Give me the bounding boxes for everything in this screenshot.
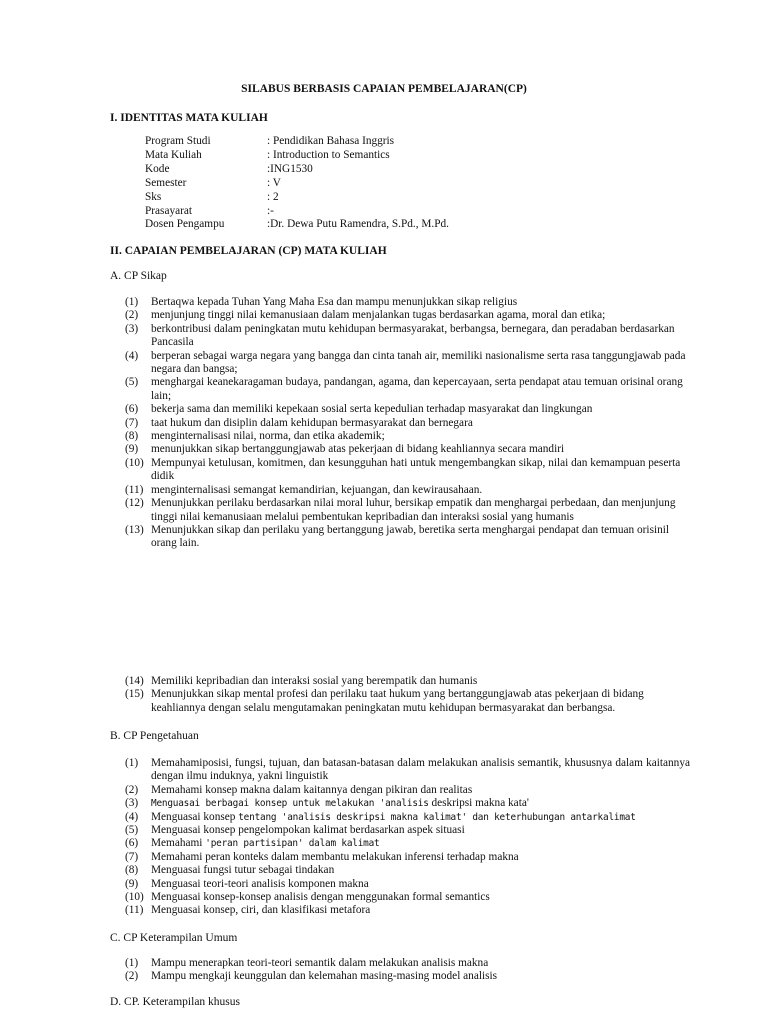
item-number: (3) (125, 797, 139, 810)
list-item (125, 443, 690, 456)
list-item (125, 811, 690, 824)
cp-sikap-list-continued (125, 675, 690, 715)
identity-value: :ING1530 (267, 162, 313, 175)
item-number: (8) (125, 864, 139, 877)
item-text-part: Menguasai fungsi tutur sebagai tindakan (151, 864, 335, 877)
identity-label: Sks (145, 190, 162, 203)
item-text-part: Memahami peran konteks dalam membantu melakukan inferensi terhadap makna (151, 850, 519, 863)
item-text-annotated: tentang 'analisis deskripsi makna kalimat' dan keterhubungan antarkalimat (238, 811, 636, 823)
item-number: (6) (125, 403, 139, 416)
item-text (151, 837, 690, 850)
identity-label: Semester (145, 176, 187, 189)
item-text-part: deskripsi makna kata' (428, 797, 529, 810)
item-text: berkontribusi dalam peningkatan mutu kehidupan bermasyarakat, berbangsa, bernegara, dan peradaban berdasarkan Pancasila (151, 322, 675, 349)
list-item (125, 309, 690, 322)
item-text (151, 797, 690, 810)
item-number: (15) (125, 688, 144, 701)
item-text: menghargai keanekaragaman budaya, pandangan, agama, dan kepercayaan, serta pendapat atau temuan orisinal orang lain; (151, 376, 683, 402)
item-text (151, 878, 690, 891)
item-text (151, 784, 690, 797)
identity-row (145, 205, 449, 219)
identity-row (145, 218, 449, 232)
list-item (125, 484, 690, 497)
item-text-part: Menguasai konsep-konsep analisis dengan menggunakan formal semantics (151, 891, 490, 904)
identity-table (145, 135, 449, 232)
list-item (125, 784, 690, 797)
item-number: (1) (125, 957, 139, 969)
list-item (125, 688, 690, 715)
identity-value: : Pendidikan Bahasa Inggris (267, 135, 395, 147)
item-text: Mampu menerapkan teori-teori semantik dalam melakukan analisis makna (151, 957, 489, 969)
item-number: (13) (125, 523, 144, 536)
identity-row (145, 191, 449, 205)
item-text (151, 851, 690, 864)
identity-row (145, 149, 449, 163)
identity-label: Dosen Pengampu (145, 218, 225, 231)
item-number: (8) (125, 430, 139, 443)
item-text (151, 757, 690, 784)
cp-keterampilan-khusus-heading: D. CP. Keterampilan khusus (110, 996, 241, 1008)
item-number: (9) (125, 877, 139, 890)
item-number: (10) (125, 456, 144, 469)
cp-sikap-heading: A. CP Sikap (110, 270, 167, 282)
list-item (125, 675, 690, 688)
item-text (151, 811, 690, 824)
list-item (125, 970, 690, 983)
list-item (125, 457, 690, 484)
identity-row (145, 135, 449, 149)
item-number: (5) (125, 376, 139, 389)
item-text-part: Memahami konsep makna dalam kaitannya dengan pikiran dan realitas (151, 783, 473, 796)
list-item (125, 757, 690, 784)
item-text: Menunjukkan perilaku berdasarkan nilai moral luhur, bersikap empatik dan menghargai perbedaan, dan menjunjung tinggi nilai kemanusiaan melalui pembentukan kepribadian dan interaksi sosial yang humanis (151, 497, 676, 523)
item-number: (11) (125, 483, 144, 496)
item-text-annotated: Menguasai berbagai konsep untuk melakukan 'analisis (151, 798, 429, 810)
list-item (125, 837, 690, 850)
cp-sikap-list (125, 296, 690, 551)
identity-value: : Introduction to Semantics (267, 148, 390, 161)
item-text-part: Menguasai konsep pengelompokan kalimat berdasarkan aspek situasi (151, 824, 465, 837)
item-number: (7) (125, 850, 139, 863)
section-identitas-heading: I. IDENTITAS MATA KULIAH (110, 112, 268, 124)
item-number: (9) (125, 443, 139, 456)
identity-label: Program Studi (145, 135, 211, 147)
item-text: bekerja sama dan memiliki kepekaan sosial serta kepedulian terhadap masyarakat dan lingkungan (151, 403, 593, 416)
item-text-part: Menguasai konsep (151, 810, 239, 823)
item-text-part: Memahamiposisi, fungsi, tujuan, dan batasan-batasan dalam melakukan analisis semantik, khususnya dalam kaitannya dengan ilmu induknya, yakni linguistik (151, 757, 690, 783)
item-text: Mampu mengkaji keunggulan dan kelemahan masing-masing model analisis (151, 970, 498, 983)
item-text: Bertaqwa kepada Tuhan Yang Maha Esa dan mampu menunjukkan sikap religius (151, 296, 518, 308)
item-text: Mempunyai ketulusan, komitmen, dan kesungguhan hati untuk mengembangkan sikap, nilai dan kemampuan peserta didik (151, 456, 681, 483)
item-text (151, 824, 690, 837)
list-item (125, 524, 690, 551)
item-number: (3) (125, 322, 139, 335)
identity-value: :Dr. Dewa Putu Ramendra, S.Pd., M.Pd. (267, 218, 450, 231)
list-item (125, 904, 690, 917)
item-text (151, 891, 690, 904)
item-text (151, 904, 690, 917)
item-text-part: Memahami (151, 837, 206, 850)
item-number: (5) (125, 824, 139, 837)
item-text: menginternalisasi nilai, norma, dan etika akademik; (151, 430, 385, 443)
item-text-part: Menguasai konsep, ciri, dan klasifikasi metafora (151, 904, 371, 917)
item-text (151, 864, 690, 877)
item-number: (2) (125, 970, 139, 983)
item-text: menginternalisasi semangat kemandirian, kejuangan, dan kewirausahaan. (151, 483, 483, 496)
identity-value: : 2 (267, 190, 279, 203)
document-title: SILABUS BERBASIS CAPAIAN PEMBELAJARAN(CP) (241, 83, 527, 95)
item-number: (7) (125, 416, 139, 429)
item-number: (11) (125, 904, 144, 917)
item-number: (2) (125, 309, 139, 322)
item-text-annotated: 'peran partisipan' dalam kalimat (205, 838, 380, 850)
list-item (125, 296, 690, 309)
cp-pengetahuan-heading: B. CP Pengetahuan (110, 730, 199, 742)
item-text: berperan sebagai warga negara yang bangga dan cinta tanah air, memiliki nasionalisme serta rasa tanggungjawab pada negara dan bangsa; (151, 349, 686, 376)
list-item (125, 797, 690, 810)
identity-row (145, 163, 449, 177)
item-number: (1) (125, 757, 139, 769)
list-item (125, 878, 690, 891)
list-item (125, 376, 690, 403)
cp-keterampilan-umum-heading: C. CP Keterampilan Umum (110, 932, 238, 944)
list-item (125, 864, 690, 877)
item-number: (4) (125, 810, 139, 823)
list-item (125, 403, 690, 416)
identity-row (145, 177, 449, 191)
identity-value: : V (267, 176, 281, 189)
list-item (125, 350, 690, 377)
item-number: (6) (125, 837, 139, 850)
list-item (125, 430, 690, 443)
item-text: taat hukum dan disiplin dalam kehidupan bermasyarakat dan bernegara (151, 416, 473, 429)
item-number: (1) (125, 296, 139, 308)
identity-value: :- (267, 204, 274, 217)
item-text: menunjukkan sikap bertanggungjawab atas pekerjaan di bidang keahliannya secara mandiri (151, 443, 565, 456)
list-item (125, 824, 690, 837)
identity-label: Kode (145, 162, 170, 175)
item-text: Memiliki kepribadian dan interaksi sosial yang berempatik dan humanis (151, 675, 478, 687)
list-item (125, 891, 690, 904)
list-item (125, 417, 690, 430)
item-number: (2) (125, 783, 139, 796)
list-item (125, 851, 690, 864)
item-text: menjunjung tinggi nilai kemanusiaan dalam menjalankan tugas berdasarkan agama, moral dan etika; (151, 309, 606, 322)
list-item (125, 957, 690, 970)
item-number: (12) (125, 497, 144, 510)
list-item (125, 323, 690, 350)
item-number: (4) (125, 349, 139, 362)
item-text: Menunjukkan sikap dan perilaku yang bertanggung jawab, beretika serta menghargai pendapat dan temuan orisinil orang lain. (151, 523, 670, 550)
cp-pengetahuan-list (125, 757, 690, 918)
identity-label: Prasayarat (145, 204, 193, 217)
list-item (125, 497, 690, 524)
item-text: Menunjukkan sikap mental profesi dan perilaku taat hukum yang bertanggungjawab atas pekerjaan di bidang keahliannya dengan selalu mengutamakan peningkatan mutu kehidupan bermasyarakat dan berbangsa. (151, 688, 644, 714)
item-number: (10) (125, 891, 144, 904)
item-text-part: Menguasai teori-teori analisis komponen makna (151, 877, 369, 890)
item-number: (14) (125, 675, 144, 687)
cp-keterampilan-umum-list (125, 957, 690, 984)
identity-label: Mata Kuliah (145, 148, 202, 161)
section-capaian-heading: II. CAPAIAN PEMBELAJARAN (CP) MATA KULIAH (110, 245, 387, 257)
